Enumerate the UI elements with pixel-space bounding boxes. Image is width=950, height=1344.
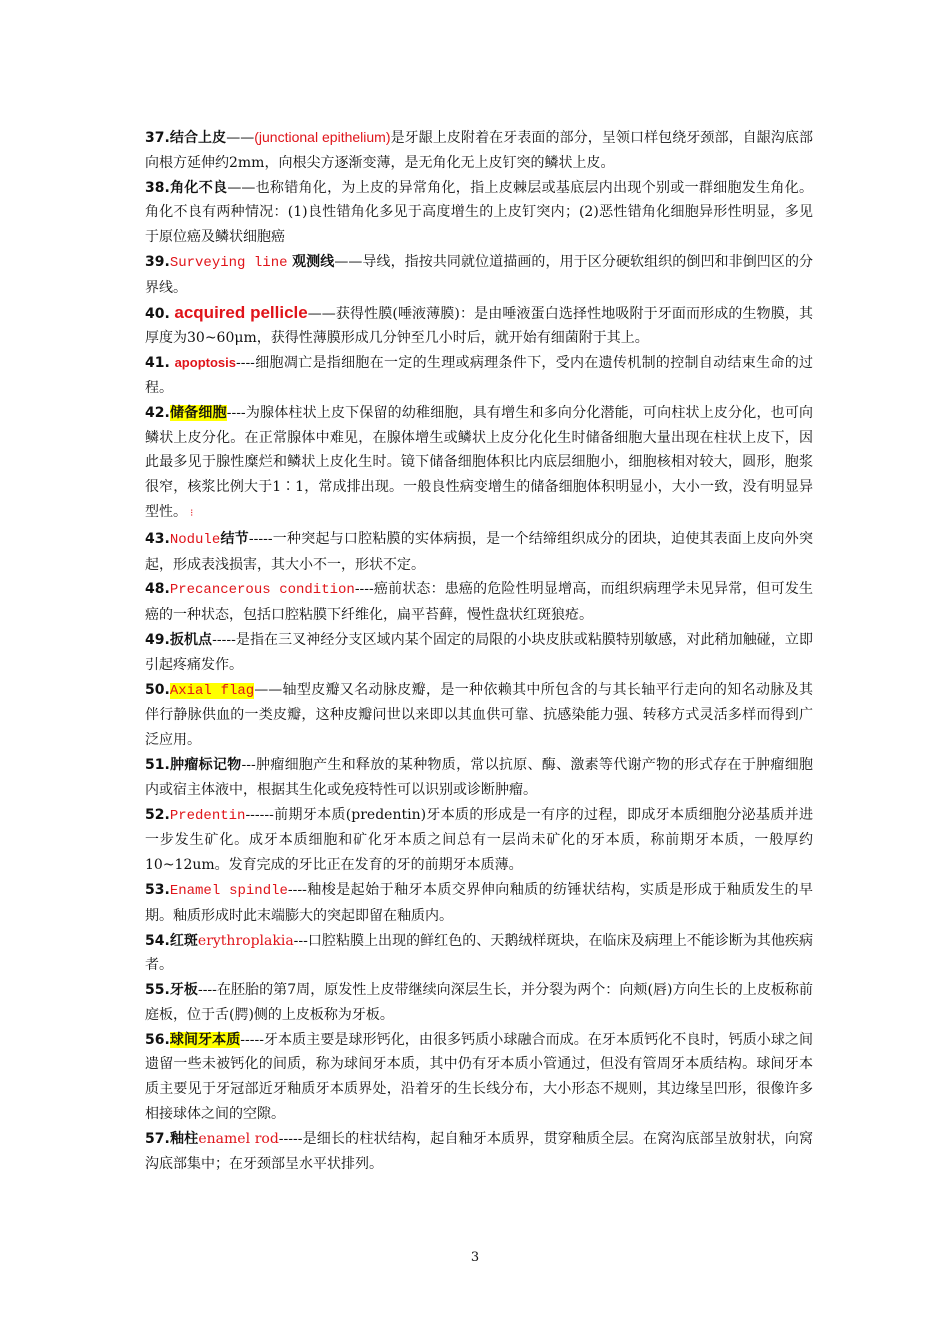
entry-english-term: Enamel spindle <box>169 882 288 899</box>
entry-body: ——导线，指按共同就位道描画的，用于区分硬软组织的倒凹和非倒凹区的分界线。 <box>145 253 814 296</box>
entry-english-term: Nodule <box>169 531 221 548</box>
paragraph-mark-icon: ⁝ <box>187 507 194 519</box>
entry-38 <box>145 176 813 250</box>
entry-number: 49. <box>145 631 170 648</box>
entry-english-term-highlighted: Axial flag <box>169 682 255 699</box>
entry-number: 38. <box>145 179 170 196</box>
entry-body: -----是指在三叉神经分支区域内某个固定的局限的小块皮肤或粘膜特别敏感，对此稍加触碰，立即引起疼痛发作。 <box>145 631 814 673</box>
document-page <box>145 125 813 1176</box>
entry-40 <box>145 301 813 352</box>
entry-body: 是牙龈上皮附着在牙表面的部分，呈领口样包绕牙颈部，自龈沟底部向根方延伸约2mm，向根尖方逐渐变薄，是无角化无上皮钉突的鳞状上皮。 <box>145 130 813 171</box>
entry-body: ——获得性膜(唾液薄膜)：是由唾液蛋白选择性地吸附于牙面而形成的生物膜，其厚度为30~60μm，获得性薄膜形成几分钟至几小时后，就开始有细菌附于其上。 <box>145 305 813 347</box>
entry-term: 观测线 <box>292 253 335 270</box>
entry-english-term: erythroplakia <box>197 932 294 949</box>
entry-body: -----是细长的柱状结构，起自釉牙本质界，贯穿釉质全层。在窝沟底部呈放射状，向窝沟底部集中；在牙颈部呈水平状排列。 <box>145 1130 813 1172</box>
entry-body: ------前期牙本质(predentin)牙本质的形成是一有序的过程，即成牙本质细胞分泌基质并进一步发生矿化。成牙本质细胞和矿化牙本质之间总有一层尚未矿化的牙本质，称前期牙本质，一般厚约10~12um。发育完成的牙比正在发育的牙的前期牙本质薄。 <box>145 806 813 874</box>
entry-term: 结节 <box>220 530 249 547</box>
entry-51 <box>145 753 813 803</box>
entry-english-term: apoptosis <box>174 355 236 371</box>
entry-body: ——也称错角化，为上皮的异常角化，指上皮棘层或基底层内出现个别或一群细胞发生角化。角化不良有两种情况：(1)良性错角化多见于高度增生的上皮钉突内；(2)恶性错角化细胞异形性明显，多见于原位癌及鳞状细胞癌 <box>145 179 813 246</box>
entry-body: -----牙本质主要是球形钙化，由很多钙质小球融合而成。在牙本质钙化不良时，钙质小球之间遗留一些未被钙化的间质，称为球间牙本质，其中仍有牙本质小管通过，但没有管周牙本质结构。球间牙本质主要见于牙冠部近牙釉质牙本质界处，沿着牙的生长线分布，大小形态不规则，其边缘呈凹形，很像许多相接球体之间的空隙。 <box>145 1031 814 1123</box>
entry-term: 角化不良 <box>169 179 228 196</box>
entry-english-term: Predentin <box>169 807 246 824</box>
entry-number: 52. <box>145 806 170 823</box>
entry-body: ---口腔粘膜上出现的鲜红色的、天鹅绒样斑块，在临床及病理上不能诊断为其他疾病者。 <box>145 932 814 974</box>
entry-number: 37. <box>145 130 170 146</box>
entry-body: ---肿瘤细胞产生和释放的某种物质，常以抗原、酶、激素等代谢产物的形式存在于肿瘤细胞内或宿主体液中，根据其生化或免疫特性可以识别或诊断肿瘤。 <box>145 756 813 798</box>
page-number: 3 <box>470 1250 480 1265</box>
entry-term: 肿瘤标记物 <box>169 756 242 773</box>
entry-41 <box>145 351 813 401</box>
entry-number: 54. <box>145 932 170 949</box>
entry-49 <box>145 628 813 678</box>
entry-43 <box>145 527 813 578</box>
entry-number: 40. <box>145 305 170 322</box>
entry-body: ----癌前状态：患癌的危险性明显增高，而组织病理学未见异常，但可发生癌的一种状态，包括口腔粘膜下纤维化，扁平苔藓，慢性盘状红斑狼疮。 <box>145 581 813 624</box>
entry-number: 43. <box>145 530 170 547</box>
entry-number: 51. <box>145 756 170 773</box>
entry-48 <box>145 577 813 628</box>
entry-number: 55. <box>145 982 170 999</box>
entry-term-highlighted: 球间牙本质 <box>169 1031 241 1048</box>
entry-50 <box>145 678 813 753</box>
entry-54 <box>145 929 813 979</box>
entry-dash: —— <box>226 130 255 146</box>
entry-body: ----为腺体柱状上皮下保留的幼稚细胞，具有增生和多向分化潜能，可向柱状上皮分化，也可向鳞状上皮分化。在正常腺体中难见，在腺体增生或鳞状上皮分化化生时储备细胞大量出现在柱状上皮下，因此最多见于腺性糜烂和鳞状上皮化生时。镜下储备细胞体积比内底层细胞小，细胞核相对较大，圆形，胞浆很窄，核浆比例大于1∶1，常成排出现。一般良性病变增生的储备细胞体积明显小，大小一致，没有明显异型性。 <box>145 404 814 520</box>
entry-57 <box>145 1127 813 1177</box>
entry-term: 红斑 <box>169 932 198 949</box>
entry-english-term: enamel rod <box>198 1130 279 1147</box>
entry-english-term: Precancerous condition <box>169 582 355 599</box>
entry-body: ----细胞凋亡是指细胞在一定的生理或病理条件下，受内在遗传机制的控制自动结束生命的过程。 <box>145 355 813 396</box>
entry-english-term: Surveying line <box>169 254 288 271</box>
entry-body: ----釉梭是起始于釉牙本质交界伸向釉质的纺锤状结构，实质是形成于釉质发生的早期。釉质形成时此末端膨大的突起即留在釉质内。 <box>145 881 814 924</box>
entry-42 <box>145 401 813 527</box>
entry-number: 41. <box>145 355 170 372</box>
entry-english-term: acquired pellicle <box>174 302 308 322</box>
entry-39 <box>145 250 813 301</box>
entry-number: 50. <box>145 681 170 698</box>
entry-term: 釉柱 <box>169 1130 199 1147</box>
entry-number: 48. <box>145 581 170 598</box>
entry-body: ----在胚胎的第7周，原发性上皮带继续向深层生长，并分裂为两个：向颊(唇)方向生长的上皮板称前庭板，位于舌(腭)侧的上皮板称为牙板。 <box>145 982 813 1023</box>
entry-term-highlighted: 储备细胞 <box>169 404 227 421</box>
entry-56 <box>145 1028 813 1127</box>
entry-term: 牙板 <box>169 982 198 999</box>
entry-number: 39. <box>145 253 170 270</box>
entry-52 <box>145 803 813 878</box>
entry-53 <box>145 878 813 929</box>
entry-body: ——轴型皮瓣又名动脉皮瓣，是一种依赖其中所包含的与其长轴平行走向的知名动脉及其伴行静脉供血的一类皮瓣，这种皮瓣问世以来即以其血供可靠、抗感染能力强、转移方式灵活多样而得到广泛应用。 <box>145 681 814 749</box>
entry-55 <box>145 978 813 1028</box>
entry-number: 53. <box>145 881 170 898</box>
entry-number: 57. <box>145 1130 170 1147</box>
entry-37 <box>145 125 813 176</box>
entry-number: 42. <box>145 404 170 421</box>
entry-english-term: (junctional epithelium) <box>254 129 391 145</box>
entry-term: 扳机点 <box>169 631 213 648</box>
entry-number: 56. <box>145 1031 170 1048</box>
entry-term: 结合上皮 <box>169 130 227 146</box>
entry-body: -----一种突起与口腔粘膜的实体病损，是一个结缔组织成分的团块，迫使其表面上皮向外突起，形成表浅损害，其大小不一，形状不定。 <box>145 530 813 573</box>
